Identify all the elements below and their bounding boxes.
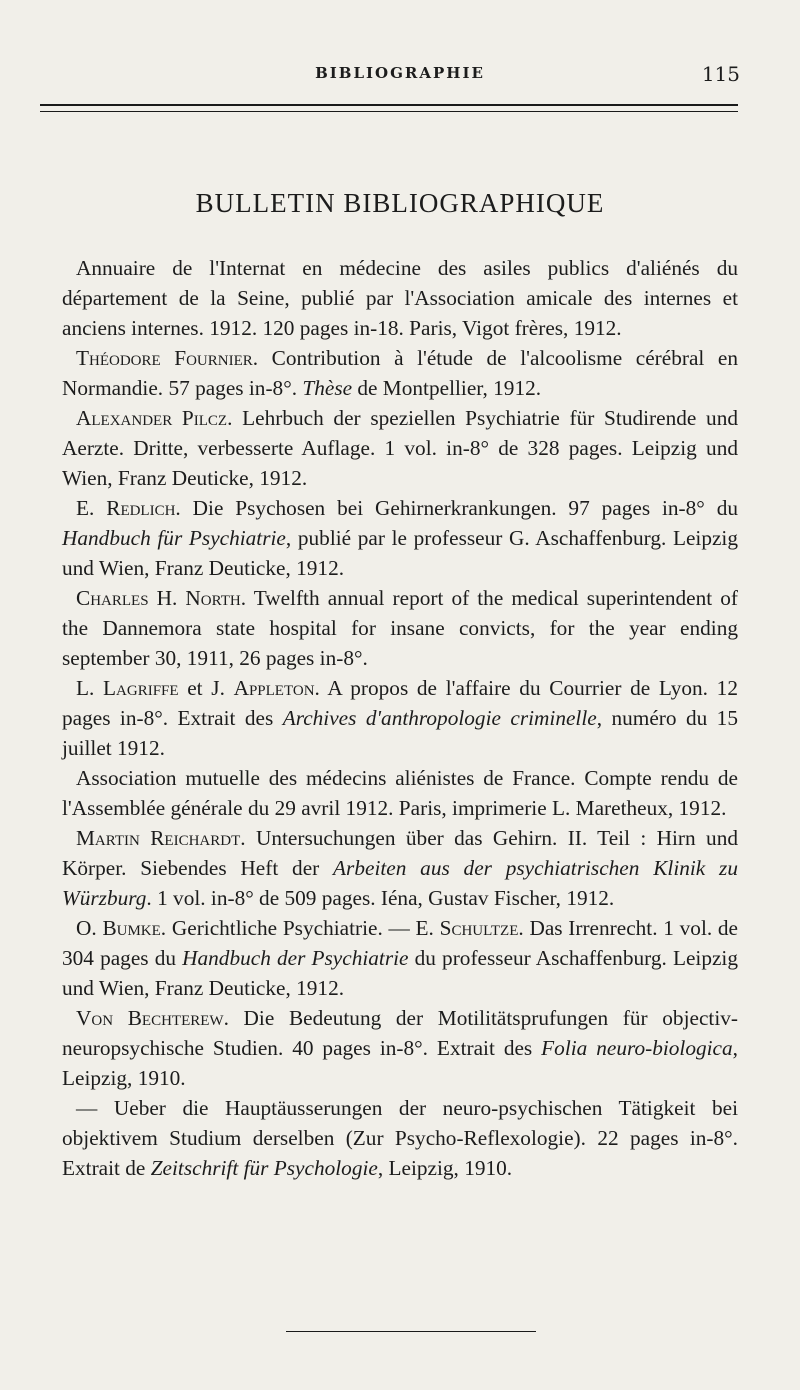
entry-italic: Arbeiten aus der psychiatrischen Klinik zu Würzburg bbox=[62, 856, 738, 910]
entry-italic: Thèse bbox=[302, 376, 353, 400]
bibliography-entry: L. Lagriffe et J. Appleton. A propos de l'affaire du Courrier de Lyon. 12 pages in-8°. Extrait des Archives d'anthropologie criminelle, numéro du 15 juillet 1912. bbox=[62, 676, 738, 760]
header-rule-thin bbox=[40, 111, 738, 112]
entry-author: Alexander Pilcz. bbox=[76, 406, 233, 430]
entry-italic: Handbuch für Psychiatrie bbox=[62, 526, 286, 550]
entry-italic: Folia neuro-biologica bbox=[541, 1036, 733, 1060]
entry-author: Schultze. bbox=[439, 916, 524, 940]
entry-author: Lagriffe bbox=[103, 676, 179, 700]
bibliography-entry: Alexander Pilcz. Lehrbuch der speziellen Psychiatrie für Studirende und Aerzte. Dritte, verbesserte Auflage. 1 vol. in-8° de 328 pages. Leipzig und Wien, Franz Deuticke, 1912. bbox=[62, 406, 738, 490]
running-head bbox=[60, 62, 740, 88]
entry-author: Appleton. bbox=[233, 676, 320, 700]
entry-author: Bumke. bbox=[102, 916, 167, 940]
bibliography-entry: Association mutuelle des médecins aliénistes de France. Compte rendu de l'Assemblée générale du 29 avril 1912. Paris, imprimerie L. Maretheux, 1912. bbox=[62, 766, 738, 820]
entry-author: Théodore Fournier. bbox=[76, 346, 259, 370]
bibliography-entry: Martin Reichardt. Untersuchungen über das Gehirn. II. Teil : Hirn und Körper. Siebendes Heft der Arbeiten aus der psychiatrischen Klinik zu Würzburg. 1 vol. in-8° de 509 pages. Iéna, Gustav Fischer, 1912. bbox=[62, 826, 738, 910]
bibliography-entry: Théodore Fournier. Contribution à l'étude de l'alcoolisme cérébral en Normandie. 57 pages in-8°. Thèse de Montpellier, 1912. bbox=[62, 346, 738, 400]
entry-author: Martin Reichardt. bbox=[76, 826, 246, 850]
bibliography-entry: E. Redlich. Die Psychosen bei Gehirnerkrankungen. 97 pages in-8° du Handbuch für Psychiatrie, publié par le professeur G. Aschaffenburg. Leipzig und Wien, Franz Deuticke, 1912. bbox=[62, 496, 738, 580]
bibliography-entry: — Ueber die Hauptäusserungen der neuro-psychischen Tätigkeit bei objektivem Studium derselben (Zur Psycho-Reflexologie). 22 pages in-8°. Extrait de Zeitschrift für Psychologie, Leipzig, 1910. bbox=[62, 1096, 738, 1180]
page-number: 115 bbox=[701, 62, 740, 86]
running-title: BIBLIOGRAPHIE bbox=[315, 64, 485, 82]
bibliography-list bbox=[62, 253, 738, 1183]
closing-rule bbox=[286, 1331, 536, 1332]
entry-italic: Archives d'anthropologie criminelle bbox=[282, 706, 597, 730]
entry-author: Von Bechterew. bbox=[76, 1006, 229, 1030]
bibliography-entry: Charles H. North. Twelfth annual report of the medical superintendent of the Dannemora state hospital for insane convicts, for the year ending september 30, 1911, 26 pages in-8°. bbox=[62, 586, 738, 670]
bibliography-entry: Annuaire de l'Internat en médecine des asiles publics d'aliénés du département de la Seine, publié par l'Association amicale des internes et anciens internes. 1912. 120 pages in-18. Paris, Vigot frères, 1912. bbox=[62, 256, 738, 340]
entry-italic: Handbuch der Psychiatrie bbox=[182, 946, 409, 970]
entry-italic: Zeitschrift für Psychologie bbox=[150, 1156, 378, 1180]
bibliography-entry: O. Bumke. Gerichtliche Psychiatrie. — E. Schultze. Das Irrenrecht. 1 vol. de 304 pages du Handbuch der Psychiatrie du professeur Aschaffenburg. Leipzig und Wien, Franz Deuticke, 1912. bbox=[62, 916, 739, 1000]
bibliography-entry: Von Bechterew. Die Bedeutung der Motilitätsprufungen für objectiv-neuropsychische Studien. 40 pages in-8°. Extrait des Folia neuro-biologica, Leipzig, 1910. bbox=[62, 1006, 738, 1090]
header-rule-thick bbox=[40, 104, 738, 106]
entry-author: Charles H. North. bbox=[76, 586, 247, 610]
entry-author: Redlich. bbox=[106, 496, 181, 520]
section-title: BULLETIN BIBLIOGRAPHIQUE bbox=[195, 188, 605, 218]
